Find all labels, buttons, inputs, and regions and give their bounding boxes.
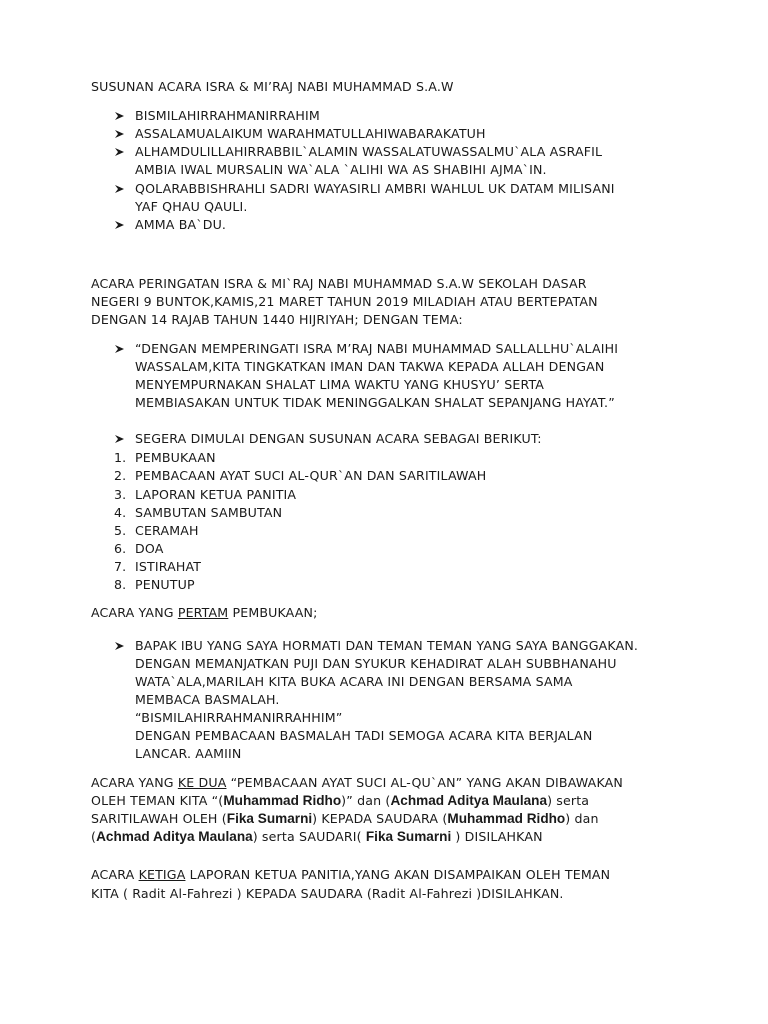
agenda-number: 1. [114,450,127,465]
agenda-intro: SEGERA DIMULAI DENGAN SUSUNAN ACARA SEBAGAI BERIKUT: [135,431,542,446]
opening-bullet-1: BISMILAHIRRAHMANIRRAHIM [135,108,320,123]
first-item-body-line-5: “BISMILAHIRRAHMANIRRAHHIM” [135,710,343,725]
agenda-item: CERAMAH [135,523,199,538]
first-item-heading-underlined: PERTAM [177,605,229,620]
first-item-heading-suffix: PEMBUKAAN; [228,605,318,620]
first-item-body-line-7: LANCAR. AAMIIN [135,746,242,761]
agenda-number: 4. [114,505,127,520]
first-item-heading-prefix: ACARA YANG [91,605,178,620]
opening-bullet-2: ASSALAMUALAIKUM WARAHMATULLAHIWABARAKATUH [135,126,486,141]
arrow-bullet-icon [114,340,126,358]
agenda-number: 2. [114,468,127,483]
first-item-body-line-2: DENGAN MEMANJATKAN PUJI DAN SYUKUR KEHADIRAT ALAH SUBBHANAHU [135,656,617,671]
agenda-item: ISTIRAHAT [135,559,202,574]
agenda-number: 6. [114,541,127,556]
person-name: Achmad Aditya Maulana [390,793,548,808]
person-name: Muhammad Ridho [447,811,566,826]
agenda-number: 8. [114,577,127,592]
arrow-bullet-icon [114,180,126,198]
text-fragment: ) KEPADA SAUDARA ( [312,811,448,826]
third-item-prefix: ACARA [91,867,139,882]
intro-line-1: ACARA PERINGATAN ISRA & MI`RAJ NABI MUHAMMAD S.A.W SEKOLAH DASAR [91,276,587,291]
text-fragment: ) DISILAHKAN [451,829,543,844]
first-item-body-line-6: DENGAN PEMBACAAN BASMALAH TADI SEMOGA ACARA KITA BERJALAN [135,728,593,743]
person-name: Fika Sumarni [365,829,452,844]
text-fragment: ) serta [547,793,590,808]
arrow-bullet-icon [114,637,126,655]
agenda-number: 7. [114,559,127,574]
arrow-bullet-icon [114,107,126,125]
first-item-body-line-4: MEMBACA BASMALAH. [135,692,280,707]
first-item-body-line-1: BAPAK IBU YANG SAYA HORMATI DAN TEMAN TEMAN YANG SAYA BANGGAKAN. [135,638,639,653]
second-item-prefix: ACARA YANG [91,775,178,790]
first-item-body-line-3: WATA`ALA,MARILAH KITA BUKA ACARA INI DENGAN BERSAMA SAMA [135,674,573,689]
person-name: Achmad Aditya Maulana [96,829,253,844]
intro-line-2: NEGERI 9 BUNTOK,KAMIS,21 MARET TAHUN 2019 MILADIAH ATAU BERTEPATAN [91,294,598,309]
theme-line-1: “DENGAN MEMPERINGATI ISRA M’RAJ NABI MUHAMMAD SALLALLHU`ALAIHI [135,341,619,356]
arrow-bullet-icon [114,216,126,234]
text-fragment: ) dan [565,811,599,826]
text-fragment: ) serta SAUDARI( [252,829,366,844]
arrow-bullet-icon [114,125,126,143]
third-item-line-2: KITA ( Radit Al-Fahrezi ) KEPADA SAUDARA (Radit Al-Fahrezi )DISILAHKAN. [91,886,564,901]
agenda-number: 5. [114,523,127,538]
second-item-line-2 [91,792,589,810]
third-item-underlined: KETIGA [138,867,186,882]
second-item-line-1 [91,774,623,792]
person-name: Muhammad Ridho [223,793,342,808]
agenda-item: DOA [135,541,164,556]
theme-line-2: WASSALAM,KITA TINGKATKAN IMAN DAN TAKWA KEPADA ALLAH DENGAN [135,359,605,374]
second-item-line-3 [91,810,599,828]
agenda-item: LAPORAN KETUA PANITIA [135,487,297,502]
opening-bullet-4-line-1: QOLARABBISHRAHLI SADRI WAYASIRLI AMBRI WAHLUL UK DATAM MILISANI [135,181,615,196]
theme-line-3: MENYEMPURNAKAN SHALAT LIMA WAKTU YANG KHUSYU’ SERTA [135,377,545,392]
agenda-item: PEMBUKAAN [135,450,216,465]
opening-bullet-4-line-2: YAF QHAU QAULI. [135,199,248,214]
first-item-heading [91,604,318,622]
text-fragment: )” dan ( [341,793,391,808]
agenda-item: PEMBACAAN AYAT SUCI AL-QUR`AN DAN SARITILAWAH [135,468,487,483]
opening-bullet-3-line-1: ALHAMDULILLAHIRRABBIL`ALAMIN WASSALATUWASSALMU`ALA ASRAFIL [135,144,603,159]
agenda-item: PENUTUP [135,577,195,592]
second-item-suffix: “PEMBACAAN AYAT SUCI AL-QU`AN” YANG AKAN DIBAWAKAN [226,775,623,790]
text-fragment: OLEH TEMAN KITA “( [91,793,224,808]
person-name: Fika Sumarni [226,811,313,826]
agenda-number: 3. [114,487,127,502]
second-item-line-4 [91,828,543,846]
opening-bullet-5: AMMA BA`DU. [135,217,227,232]
second-item-underlined: KE DUA [177,775,227,790]
text-fragment: SARITILAWAH OLEH ( [91,811,227,826]
intro-line-3: DENGAN 14 RAJAB TAHUN 1440 HIJRIYAH; DENGAN TEMA: [91,312,463,327]
arrow-bullet-icon [114,143,126,161]
agenda-item: SAMBUTAN SAMBUTAN [135,505,283,520]
text-fragment: ( [91,829,97,844]
document-title: SUSUNAN ACARA ISRA & MI’RAJ NABI MUHAMMAD S.A.W [91,79,454,94]
opening-bullet-3-line-2: AMBIA IWAL MURSALIN WA`ALA `ALIHI WA AS SHABIHI AJMA`IN. [135,162,547,177]
third-item-line-1 [91,866,610,884]
theme-line-4: MEMBIASAKAN UNTUK TIDAK MENINGGALKAN SHALAT SEPANJANG HAYAT.” [135,395,615,410]
arrow-bullet-icon [114,430,126,448]
third-item-suffix: LAPORAN KETUA PANITIA,YANG AKAN DISAMPAIKAN OLEH TEMAN [185,867,611,882]
